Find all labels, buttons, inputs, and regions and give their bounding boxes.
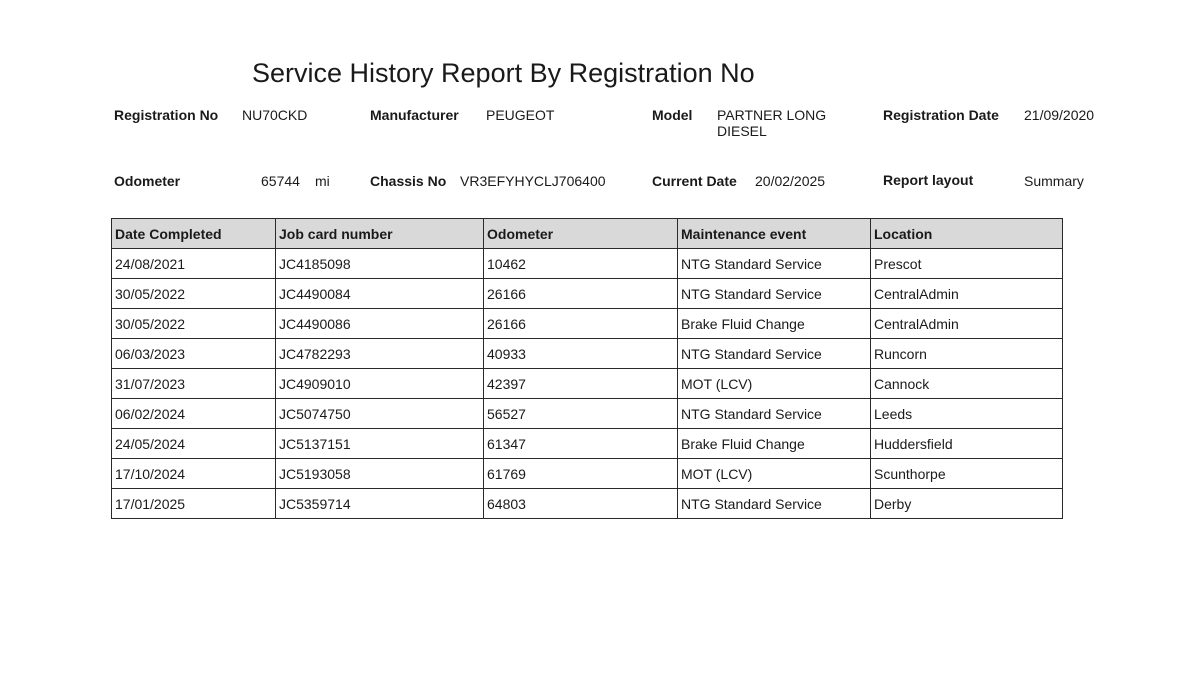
report-layout-label: Report layout — [883, 172, 974, 188]
table-row — [112, 399, 1063, 429]
manufacturer-label: Manufacturer — [370, 107, 459, 123]
registration-no-label: Registration No — [114, 107, 219, 123]
cell-odometer: 40933 — [484, 339, 678, 369]
table-row — [112, 489, 1063, 519]
cell-date-completed: 30/05/2022 — [112, 279, 276, 309]
cell-location: Huddersfield — [871, 429, 1063, 459]
column-header-job-card-number: Job card number — [276, 219, 484, 249]
cell-job-card-number: JC5193058 — [276, 459, 484, 489]
cell-location: CentralAdmin — [871, 279, 1063, 309]
registration-date-value: 21/09/2020 — [1024, 107, 1095, 123]
cell-maintenance-event: NTG Standard Service — [678, 339, 871, 369]
column-header-location: Location — [871, 219, 1063, 249]
cell-date-completed: 17/01/2025 — [112, 489, 276, 519]
cell-odometer: 42397 — [484, 369, 678, 399]
chassis-no-value: VR3EFYHYCLJ706400 — [460, 173, 606, 189]
cell-date-completed: 17/10/2024 — [112, 459, 276, 489]
cell-job-card-number: JC4782293 — [276, 339, 484, 369]
cell-location: CentralAdmin — [871, 309, 1063, 339]
cell-odometer: 64803 — [484, 489, 678, 519]
cell-maintenance-event: NTG Standard Service — [678, 249, 871, 279]
cell-maintenance-event: NTG Standard Service — [678, 489, 871, 519]
table-row — [112, 429, 1063, 459]
cell-maintenance-event: NTG Standard Service — [678, 279, 871, 309]
cell-odometer: 26166 — [484, 309, 678, 339]
cell-date-completed: 31/07/2023 — [112, 369, 276, 399]
cell-job-card-number: JC4185098 — [276, 249, 484, 279]
chassis-no-label: Chassis No — [370, 173, 447, 189]
page-title: Service History Report By Registration No — [252, 58, 755, 88]
registration-date-label: Registration Date — [883, 107, 999, 123]
cell-date-completed: 30/05/2022 — [112, 309, 276, 339]
cell-odometer: 61769 — [484, 459, 678, 489]
cell-maintenance-event: NTG Standard Service — [678, 399, 871, 429]
table-row — [112, 339, 1063, 369]
report-layout-value: Summary — [1024, 173, 1084, 189]
cell-date-completed: 06/02/2024 — [112, 399, 276, 429]
model-value: PARTNER LONG DIESEL — [717, 107, 827, 139]
table-row — [112, 279, 1063, 309]
cell-odometer: 61347 — [484, 429, 678, 459]
current-date-value: 20/02/2025 — [755, 173, 826, 189]
table-row — [112, 459, 1063, 489]
cell-odometer: 10462 — [484, 249, 678, 279]
cell-odometer: 56527 — [484, 399, 678, 429]
cell-maintenance-event: MOT (LCV) — [678, 369, 871, 399]
cell-maintenance-event: MOT (LCV) — [678, 459, 871, 489]
cell-date-completed: 24/08/2021 — [112, 249, 276, 279]
manufacturer-value: PEUGEOT — [486, 107, 555, 123]
cell-location: Leeds — [871, 399, 1063, 429]
table-row — [112, 309, 1063, 339]
cell-maintenance-event: Brake Fluid Change — [678, 429, 871, 459]
cell-date-completed: 06/03/2023 — [112, 339, 276, 369]
odometer-label: Odometer — [114, 173, 181, 189]
table-row — [112, 249, 1063, 279]
registration-no-value: NU70CKD — [242, 107, 308, 123]
cell-job-card-number: JC4490084 — [276, 279, 484, 309]
current-date-label: Current Date — [652, 173, 737, 189]
cell-odometer: 26166 — [484, 279, 678, 309]
odometer-value: 65744 — [261, 173, 300, 189]
column-header-maintenance-event: Maintenance event — [678, 219, 871, 249]
cell-date-completed: 24/05/2024 — [112, 429, 276, 459]
cell-job-card-number: JC5074750 — [276, 399, 484, 429]
service-history-table — [111, 218, 1063, 519]
column-header-odometer: Odometer — [484, 219, 678, 249]
column-header-date-completed: Date Completed — [112, 219, 276, 249]
cell-job-card-number: JC4490086 — [276, 309, 484, 339]
cell-job-card-number: JC4909010 — [276, 369, 484, 399]
cell-job-card-number: JC5359714 — [276, 489, 484, 519]
cell-location: Scunthorpe — [871, 459, 1063, 489]
cell-location: Derby — [871, 489, 1063, 519]
odometer-unit: mi — [315, 173, 330, 189]
model-label: Model — [652, 107, 693, 123]
cell-location: Cannock — [871, 369, 1063, 399]
table-header-row — [112, 219, 1063, 249]
cell-location: Prescot — [871, 249, 1063, 279]
table-row — [112, 369, 1063, 399]
cell-maintenance-event: Brake Fluid Change — [678, 309, 871, 339]
cell-location: Runcorn — [871, 339, 1063, 369]
cell-job-card-number: JC5137151 — [276, 429, 484, 459]
